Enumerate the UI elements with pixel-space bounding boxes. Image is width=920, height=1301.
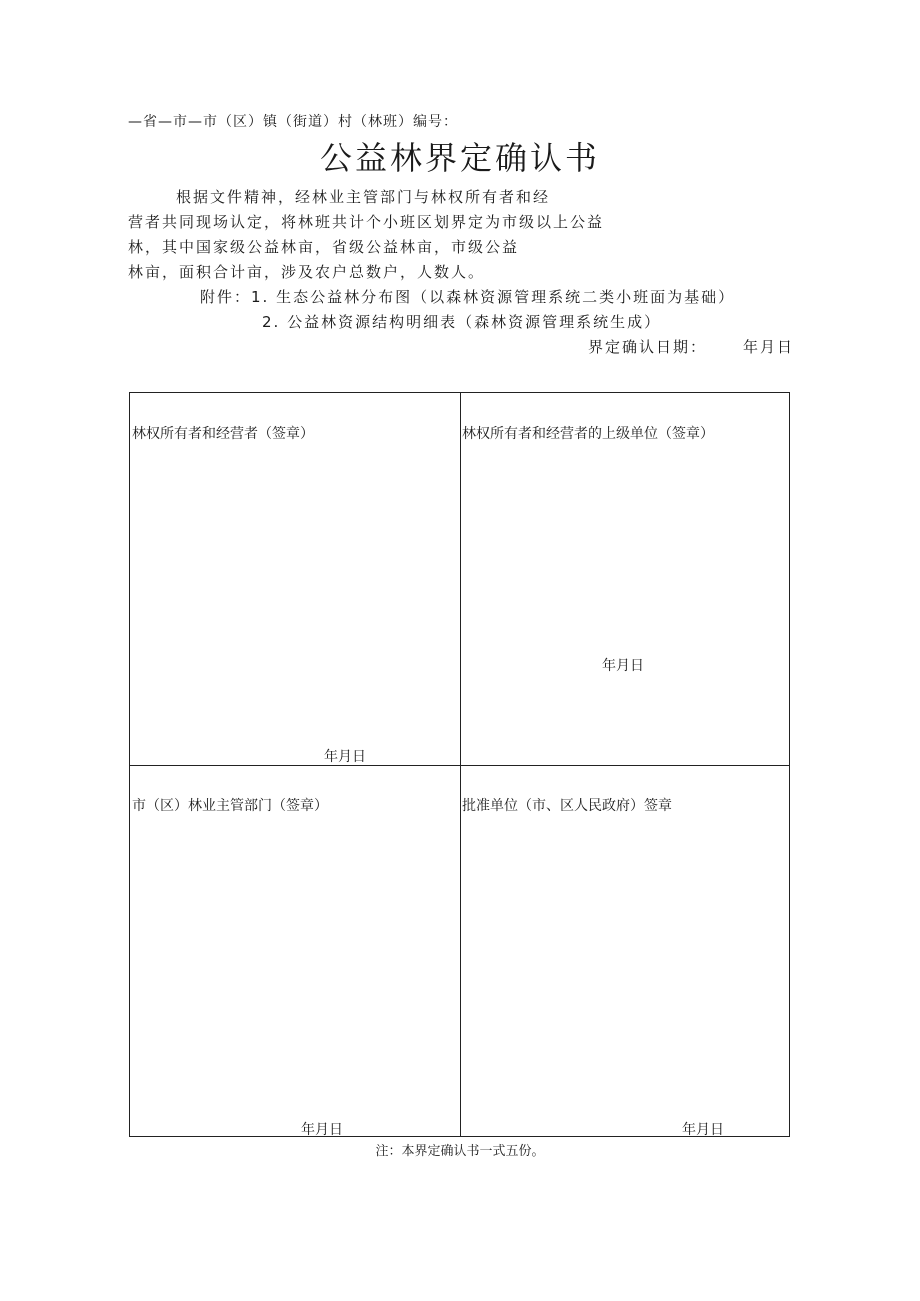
body-line-3: 林，其中国家级公益林亩，省级公益林亩，市级公益 — [128, 238, 520, 256]
footnote: 注：本界定确认书一式五份。 — [375, 1144, 545, 1159]
owner-signature-label: 林权所有者和经营者（签章） — [132, 426, 314, 442]
superior-unit-signature-label: 林权所有者和经营者的上级单位（签章） — [462, 426, 714, 442]
forestry-dept-signature-date: 年月日 — [301, 1122, 343, 1138]
body-line-1: 根据文件精神，经林业主管部门与林权所有者和经 — [176, 188, 551, 206]
signature-table — [129, 392, 790, 1137]
approval-unit-signature-label: 批准单位（市、区人民政府）签章 — [462, 798, 672, 814]
forestry-dept-signature-label: 市（区）林业主管部门（签章） — [132, 798, 328, 814]
confirm-date-label: 界定确认日期： — [588, 338, 708, 356]
page-title: 公益林界定确认书 — [319, 139, 600, 177]
confirm-date-value: 年月日 — [743, 338, 795, 356]
table-row-divider — [130, 765, 789, 766]
location-line: —省—市—市（区）镇（街道）村（林班）编号： — [128, 114, 458, 130]
confirm-date-line — [588, 336, 794, 357]
approval-unit-signature-date: 年月日 — [682, 1122, 724, 1138]
attachment-item-2: 2. 公益林资源结构明细表（森林资源管理系统生成） — [262, 313, 662, 331]
owner-signature-date: 年月日 — [324, 749, 366, 765]
attachment-item-1: 附件：1. 生态公益林分布图（以森林资源管理系统二类小班面为基础） — [200, 288, 736, 306]
body-line-4: 林亩，面积合计亩，涉及农户总数户，人数人。 — [128, 263, 486, 281]
superior-unit-signature-date: 年月日 — [602, 658, 644, 674]
body-line-2: 营者共同现场认定，将林班共计个小班区划界定为市级以上公益 — [128, 213, 605, 231]
